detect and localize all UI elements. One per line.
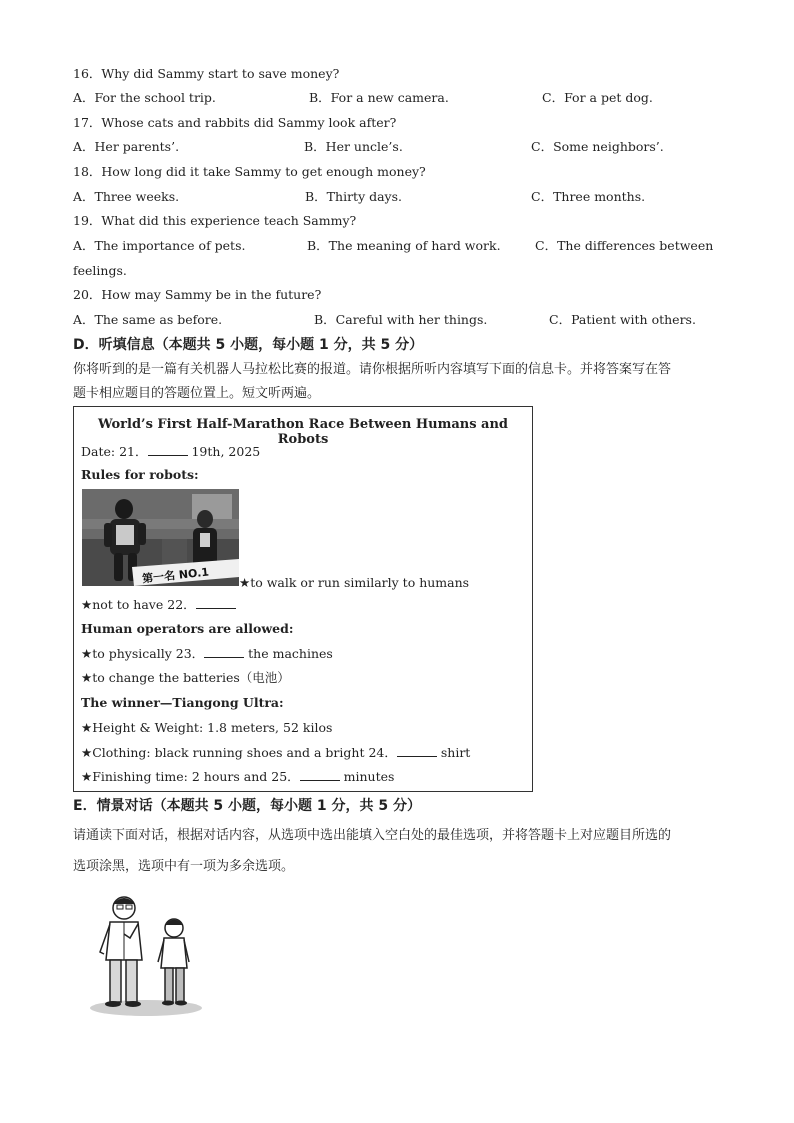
question-20-stem: 20．How may Sammy be in the future? [73, 287, 322, 302]
rule-1: ★to walk or run similarly to humans [239, 575, 470, 590]
question-16-option-b: B．For a new camera. [309, 90, 449, 105]
section-d-instruction-line-1: 你将听到的是一篇有关机器人马拉松比赛的报道。请你根据所听内容填写下面的信息卡。并将答案写在答 [73, 362, 672, 377]
blank-25 [300, 769, 340, 781]
blank-24 [397, 745, 437, 757]
operator-rule-1 [81, 646, 333, 662]
question-18-stem: 18．How long did it take Sammy to get enough money? [73, 164, 426, 179]
question-18-option-c: C．Three months. [531, 189, 646, 204]
question-17-option-c: C．Some neighbors’. [531, 139, 664, 154]
date-prefix: Date: 21． [81, 444, 148, 459]
operator-rule-1-prefix: ★to physically 23． [81, 646, 205, 661]
finishing-time [81, 769, 394, 785]
operator-rule-1-suffix: the machines [248, 646, 333, 661]
section-e-instruction-line-2: 选项涂黑，选项中有一项为多余选项。 [73, 859, 295, 874]
section-e-title: E．情景对话（本题共 5 小题，每小题 1 分，共 5 分） [73, 798, 422, 814]
winner-heading: The winner—Tiangong Ultra: [81, 695, 284, 710]
operators-heading: Human operators are allowed: [81, 621, 294, 636]
rules-heading: Rules for robots: [81, 467, 199, 482]
question-19-option-a: A．The importance of pets. [73, 238, 246, 253]
question-17-stem: 17．Whose cats and rabbits did Sammy look after? [73, 115, 397, 130]
rule-2 [81, 597, 236, 613]
finishing-prefix: ★Finishing time: 2 hours and 25． [81, 769, 300, 784]
rule-2-prefix: ★not to have 22． [81, 597, 196, 612]
question-18-option-a: A．Three weeks. [73, 189, 180, 204]
question-16-stem: 16．Why did Sammy start to save money? [73, 66, 340, 81]
question-18-option-b: B．Thirty days. [305, 189, 403, 204]
section-d-instruction-line-2: 题卡相应题目的答题位置上。短文听两遍。 [73, 386, 321, 401]
question-20-option-c: C．Patient with others. [549, 312, 696, 327]
operator-rule-2: ★to change the batteries（电池） [81, 670, 290, 685]
photo-caption: 第一名 NO.1 [141, 565, 210, 586]
date-line [81, 444, 260, 460]
question-19-stem: 19．What did this experience teach Sammy? [73, 213, 357, 228]
question-19-option-b: B．The meaning of hard work. [307, 238, 501, 253]
finishing-suffix: minutes [343, 769, 395, 784]
blank-22 [196, 597, 236, 609]
question-17-option-a: A．Her parents’. [73, 139, 180, 154]
blank-21 [148, 444, 188, 456]
section-e-instruction-line-1: 请通读下面对话，根据对话内容，从选项中选出能填入空白处的最佳选项，并将答题卡上对应题目所选的 [73, 828, 672, 843]
question-20-option-a: A．The same as before. [73, 312, 223, 327]
question-20-option-b: B．Careful with her things. [314, 312, 488, 327]
section-d-title: D．听填信息（本题共 5 小题，每小题 1 分，共 5 分） [73, 337, 424, 353]
clothing-suffix: shirt [440, 745, 471, 760]
question-19-option-c-continued: feelings. [73, 263, 127, 278]
clothing-prefix: ★Clothing: black running shoes and a bright 24． [81, 745, 397, 760]
question-17-option-b: B．Her uncle’s. [304, 139, 403, 154]
blank-23 [204, 646, 244, 658]
info-card [73, 406, 533, 792]
height-weight: ★Height & Weight: 1.8 meters, 52 kilos [81, 720, 333, 735]
question-19-option-c: C．The differences between [535, 238, 714, 253]
race-photo [82, 489, 239, 586]
clothing [81, 745, 470, 761]
question-16-option-a: A．For the school trip. [73, 90, 216, 105]
dialogue-illustration [86, 890, 206, 1020]
date-suffix: 19th, 2025 [191, 444, 261, 459]
info-card-title: World’s First Half-Marathon Race Between Humans and Robots [97, 417, 509, 447]
question-16-option-c: C．For a pet dog. [542, 90, 653, 105]
